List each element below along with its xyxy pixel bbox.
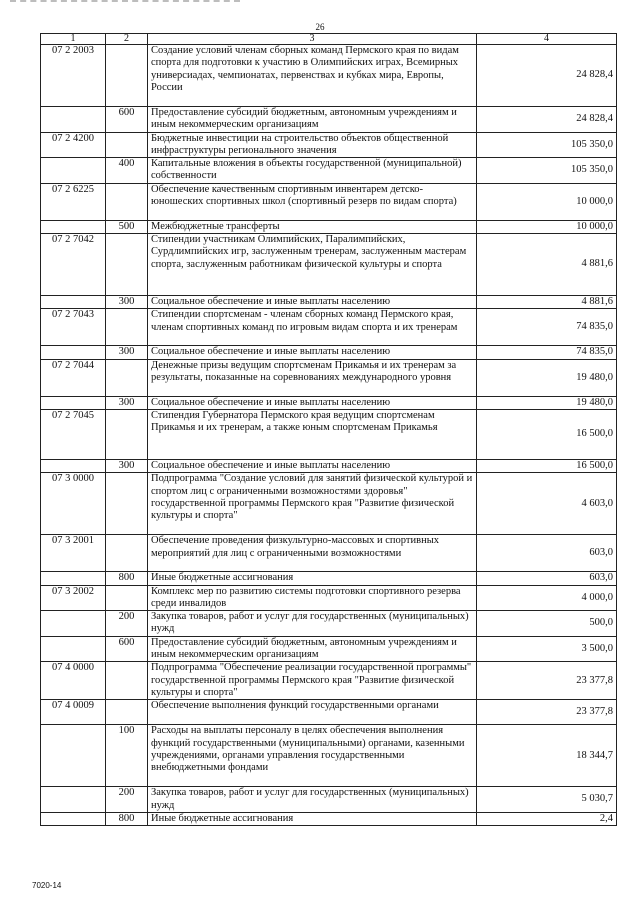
row-name: Обеспечение проведения физкультурно-массовых и спортивных мероприятий для лиц с ограниченными возможностями — [148, 535, 477, 572]
row-expense-type: 200 — [106, 611, 148, 637]
row-expense-type: 300 — [106, 346, 148, 359]
row-amount: 18 344,7 — [477, 725, 617, 787]
header-row — [41, 34, 617, 45]
row-code — [41, 220, 106, 233]
table-row — [41, 636, 617, 662]
footer-code: 7020-14 — [32, 881, 62, 890]
row-code — [41, 812, 106, 825]
row-code: 07 2 4200 — [41, 132, 106, 158]
row-amount: 500,0 — [477, 611, 617, 637]
row-name: Закупка товаров, работ и услуг для государственных (муниципальных) нужд — [148, 611, 477, 637]
row-code — [41, 725, 106, 787]
row-expense-type: 400 — [106, 158, 148, 184]
row-amount: 19 480,0 — [477, 396, 617, 409]
row-code — [41, 158, 106, 184]
row-code — [41, 107, 106, 133]
row-name: Социальное обеспечение и иные выплаты населению — [148, 346, 477, 359]
row-amount: 5 030,7 — [477, 787, 617, 813]
row-expense-type — [106, 585, 148, 611]
row-amount: 24 828,4 — [477, 45, 617, 107]
row-expense-type: 100 — [106, 725, 148, 787]
row-amount: 10 000,0 — [477, 183, 617, 220]
table-row — [41, 812, 617, 825]
row-expense-type — [106, 359, 148, 396]
row-amount: 24 828,4 — [477, 107, 617, 133]
table-row — [41, 359, 617, 396]
row-name: Создание условий членам сборных команд Пермского края по видам спорта для подготовки к участию в Олимпийских играх, Всемирных универсиадах, чемпионатах, первенствах и кубках мира, Европы, России — [148, 45, 477, 107]
row-code — [41, 346, 106, 359]
row-amount: 4 881,6 — [477, 296, 617, 309]
row-name: Бюджетные инвестиции на строительство объектов общественной инфраструктуры регионального значения — [148, 132, 477, 158]
row-code: 07 4 0000 — [41, 662, 106, 700]
row-code — [41, 636, 106, 662]
row-name: Социальное обеспечение и иные выплаты населению — [148, 459, 477, 472]
row-code — [41, 787, 106, 813]
row-name: Подпрограмма "Обеспечение реализации государственной программы" государственной программы Пермского края "Развитие физической культуры и спорта" — [148, 662, 477, 700]
row-name: Денежные призы ведущим спортсменам Прикамья и их тренерам за результаты, показанные на соревнованиях международного уровня — [148, 359, 477, 396]
row-name: Обеспечение качественным спортивным инвентарем детско-юношеских спортивных школ (спортивный резерв по видам спорта) — [148, 183, 477, 220]
row-name: Закупка товаров, работ и услуг для государственных (муниципальных) нужд — [148, 787, 477, 813]
table-row — [41, 45, 617, 107]
table-row — [41, 459, 617, 472]
table-row — [41, 585, 617, 611]
row-expense-type: 300 — [106, 296, 148, 309]
row-amount: 105 350,0 — [477, 158, 617, 184]
row-expense-type — [106, 473, 148, 535]
row-amount: 4 603,0 — [477, 473, 617, 535]
row-name: Капитальные вложения в объекты государственной (муниципальной) собственности — [148, 158, 477, 184]
header-col-3: 3 — [148, 34, 477, 45]
row-name: Межбюджетные трансферты — [148, 220, 477, 233]
table-row — [41, 396, 617, 409]
table-row — [41, 535, 617, 572]
table-row — [41, 409, 617, 459]
row-name: Предоставление субсидий бюджетным, автономным учреждениям и иным некоммерческим организациям — [148, 107, 477, 133]
table-row — [41, 158, 617, 184]
row-amount: 16 500,0 — [477, 459, 617, 472]
row-name: Стипендии участникам Олимпийских, Паралимпийских, Сурдлимпийских игр, заслуженным тренерам, заслуженным мастерам спорта, заслуженным работникам физической культуры и спорта — [148, 234, 477, 296]
row-expense-type — [106, 309, 148, 346]
row-expense-type: 800 — [106, 572, 148, 585]
table-row — [41, 787, 617, 813]
row-expense-type — [106, 132, 148, 158]
row-name: Стипендия Губернатора Пермского края ведущим спортсменам Прикамья и их тренерам, а также юным спортсменам Прикамья — [148, 409, 477, 459]
row-expense-type: 600 — [106, 636, 148, 662]
row-code: 07 3 2001 — [41, 535, 106, 572]
row-expense-type: 800 — [106, 812, 148, 825]
row-code — [41, 572, 106, 585]
row-name: Социальное обеспечение и иные выплаты населению — [148, 296, 477, 309]
row-expense-type — [106, 662, 148, 700]
table-row — [41, 473, 617, 535]
row-amount: 74 835,0 — [477, 309, 617, 346]
row-amount: 4 000,0 — [477, 585, 617, 611]
row-name: Расходы на выплаты персоналу в целях обеспечения выполнения функций государственными (муниципальными) органами, казенными учреждениями, органами управления государственными внебюджетными фондами — [148, 725, 477, 787]
row-amount: 3 500,0 — [477, 636, 617, 662]
header-col-2: 2 — [106, 34, 148, 45]
page-number: 26 — [315, 22, 325, 32]
table-row — [41, 183, 617, 220]
table-row — [41, 611, 617, 637]
row-code: 07 3 2002 — [41, 585, 106, 611]
row-name: Обеспечение выполнения функций государственными органами — [148, 700, 477, 725]
row-expense-type — [106, 183, 148, 220]
table-row — [41, 309, 617, 346]
row-name: Стипендии спортсменам - членам сборных команд Пермского края, членам спортивных команд по игровым видам спорта и их тренерам — [148, 309, 477, 346]
row-amount: 74 835,0 — [477, 346, 617, 359]
row-amount: 603,0 — [477, 572, 617, 585]
table-row — [41, 132, 617, 158]
row-expense-type — [106, 234, 148, 296]
row-name: Социальное обеспечение и иные выплаты населению — [148, 396, 477, 409]
row-name: Иные бюджетные ассигнования — [148, 572, 477, 585]
row-name: Иные бюджетные ассигнования — [148, 812, 477, 825]
table-row — [41, 725, 617, 787]
table-row — [41, 346, 617, 359]
row-code: 07 4 0009 — [41, 700, 106, 725]
row-expense-type: 300 — [106, 396, 148, 409]
table-row — [41, 296, 617, 309]
row-name: Предоставление субсидий бюджетным, автономным учреждениям и иным некоммерческим организациям — [148, 636, 477, 662]
row-amount: 2,4 — [477, 812, 617, 825]
row-amount: 23 377,8 — [477, 662, 617, 700]
row-expense-type: 200 — [106, 787, 148, 813]
row-code: 07 2 2003 — [41, 45, 106, 107]
row-code — [41, 459, 106, 472]
row-code — [41, 611, 106, 637]
row-code: 07 3 0000 — [41, 473, 106, 535]
row-name: Комплекс мер по развитию системы подготовки спортивного резерва среди инвалидов — [148, 585, 477, 611]
budget-table — [40, 33, 617, 826]
table-row — [41, 107, 617, 133]
row-amount: 105 350,0 — [477, 132, 617, 158]
row-expense-type — [106, 535, 148, 572]
row-expense-type: 600 — [106, 107, 148, 133]
header-col-1: 1 — [41, 34, 106, 45]
row-expense-type: 300 — [106, 459, 148, 472]
table-row — [41, 700, 617, 725]
row-amount: 603,0 — [477, 535, 617, 572]
scan-marks — [10, 0, 240, 8]
table-row — [41, 662, 617, 700]
row-amount: 19 480,0 — [477, 359, 617, 396]
row-code: 07 2 7045 — [41, 409, 106, 459]
row-code — [41, 296, 106, 309]
row-expense-type — [106, 45, 148, 107]
row-amount: 16 500,0 — [477, 409, 617, 459]
row-code: 07 2 7042 — [41, 234, 106, 296]
header-col-4: 4 — [477, 34, 617, 45]
table-row — [41, 220, 617, 233]
row-amount: 23 377,8 — [477, 700, 617, 725]
row-expense-type — [106, 700, 148, 725]
row-code: 07 2 6225 — [41, 183, 106, 220]
row-name: Подпрограмма "Создание условий для занятий физической культурой и спортом лиц с ограниченными возможностями здоровья" государственной программы Пермского края "Развитие физической культуры и спорта" — [148, 473, 477, 535]
row-amount: 10 000,0 — [477, 220, 617, 233]
table-row — [41, 234, 617, 296]
row-code — [41, 396, 106, 409]
row-code: 07 2 7044 — [41, 359, 106, 396]
row-expense-type — [106, 409, 148, 459]
row-code: 07 2 7043 — [41, 309, 106, 346]
table-row — [41, 572, 617, 585]
row-expense-type: 500 — [106, 220, 148, 233]
row-amount: 4 881,6 — [477, 234, 617, 296]
